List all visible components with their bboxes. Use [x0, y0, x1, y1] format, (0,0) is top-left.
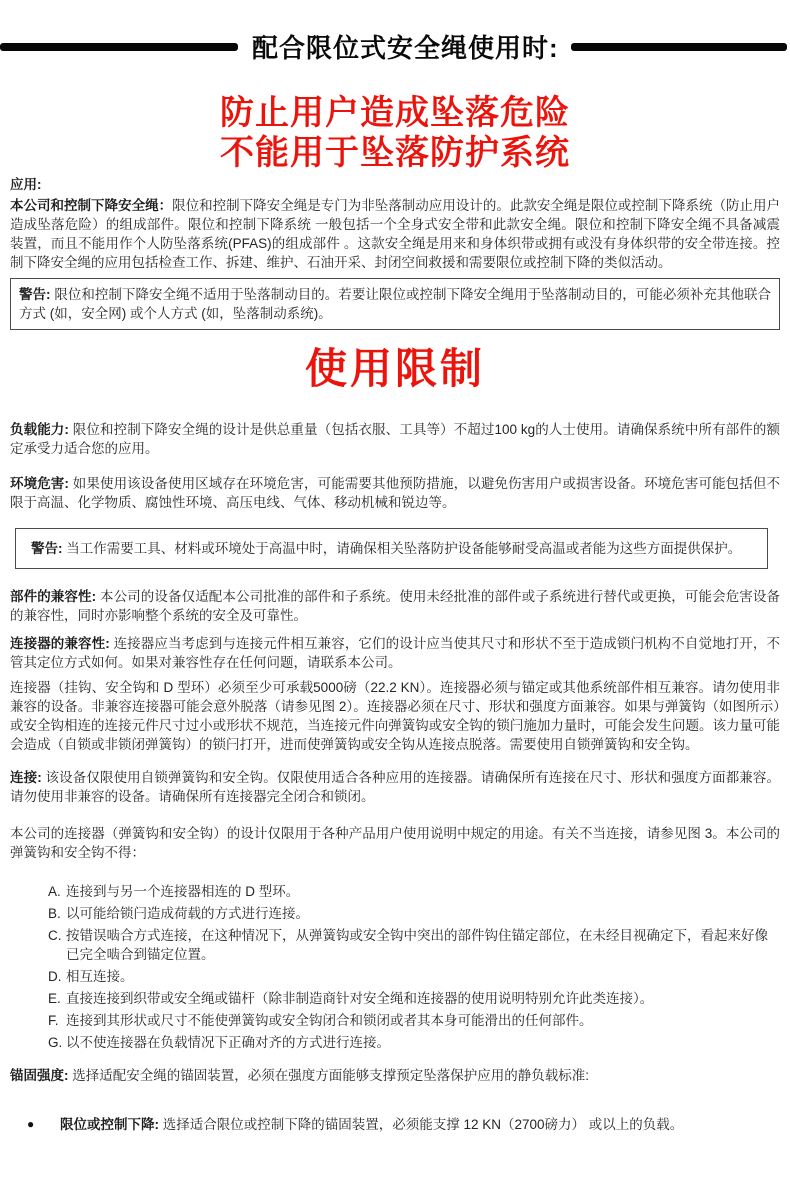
connection-text: 该设备仅限使用自锁弹簧钩和安全钩。仅限使用适合各种应用的连接器。请确保所有连接在尺寸、形状和强度方面都兼容。请勿使用非兼容的设备。请确保所有连接器完全闭合和锁闭。: [10, 770, 780, 804]
section-header: [0, 28, 790, 65]
warning2-label: 警告:: [31, 541, 63, 556]
environment-lead: 环境危害:: [10, 476, 69, 491]
list-item-text: 按错误啮合方式连接，在这种情况下，从弹簧钩或安全钩中突出的部件钩住锚定部位，在未经目视确定下，看起来好像已完全啮合到锚定位置。: [66, 928, 768, 962]
list-item-marker: C.: [48, 928, 62, 943]
anchorage-bullet-item: [10, 1115, 780, 1134]
list-item: [48, 1033, 780, 1052]
hazard-alert-line1: 防止用户造成坠落危险: [220, 94, 570, 132]
connection-paragraph: [10, 768, 780, 806]
improper-connection-text: 本公司的连接器（弹簧钩和安全钩）的设计仅限用于各种产品用户使用说明中规定的用途。有关不当连接，请参见图 3。本公司的弹簧钩和安全钩不得：: [10, 826, 780, 860]
anchorage-text: 选择适配安全绳的锚固装置，必须在强度方面能够支撑预定坠落保护应用的静负载标准:: [68, 1068, 590, 1083]
list-item: [48, 882, 780, 901]
warning2-paragraph: [31, 539, 752, 558]
hazard-alert: [0, 93, 790, 173]
connector-compat-paragraph: [10, 634, 780, 672]
application-lead: 本公司和控制下降安全绳：: [10, 198, 173, 213]
list-item-marker: E.: [48, 991, 61, 1006]
hazard-alert-line2: 不能用于坠落防护系统: [220, 134, 570, 172]
list-item: [48, 989, 780, 1008]
list-item-text: 相互连接。: [66, 969, 134, 984]
list-item-text: 以可能给锁闩造成荷载的方式进行连接。: [66, 906, 309, 921]
anchorage-bullet-lead: 限位或控制下降:: [60, 1117, 159, 1132]
use-limits-heading: 使用限制: [304, 345, 485, 392]
anchorage-lead: 锚固强度:: [10, 1068, 69, 1083]
list-item-marker: G.: [48, 1035, 63, 1050]
improper-connection-paragraph: [10, 824, 780, 862]
list-item-text: 连接到其形状或尺寸不能使弹簧钩或安全钩闭合和锁闭或者其本身可能滑出的任何部件。: [66, 1013, 593, 1028]
warning1-text: 限位和控制下降安全绳不适用于坠落制动目的。若要让限位或控制下降安全绳用于坠落制动目的，可能必须补充其他联合方式 (如，安全网) 或个人方式 (如，坠落制动系统)。: [19, 287, 772, 321]
list-item-text: 直接连接到织带或安全绳或锚杆（除非制造商针对安全绳和连接器的使用说明特别允许此类连接）。: [66, 991, 654, 1006]
environment-text: 如果使用该设备使用区域存在环境危害，可能需要其他预防措施，以避免伤害用户或损害设备。环境危害可能包括但不限于高温、化学物质、腐蚀性环境、高压电线、气体、移动机械和锐边等。: [10, 476, 780, 510]
list-item-marker: F.: [48, 1013, 59, 1028]
anchorage-bullet-paragraph: [60, 1115, 683, 1134]
application-paragraph: [10, 196, 780, 272]
application-label: 应用:: [10, 177, 42, 192]
component-compat-lead: 部件的兼容性:: [10, 589, 97, 604]
connector-compat-text: 连接器应当考虑到与连接元件相互兼容，它们的设计应当使其尺寸和形状不至于造成锁闩机构不自觉地打开，不管其定位方式如何。如果对兼容性存在任何问题，请联系本公司。: [10, 636, 780, 670]
warning2-text: 当工作需要工具、材料或环境处于高温中时，请确保相关坠落防护设备能够耐受高温或者能为这些方面提供保护。: [62, 541, 742, 556]
header-rule-right-icon: [571, 43, 787, 51]
list-item-marker: A.: [48, 884, 61, 899]
connection-lead: 连接:: [10, 770, 42, 785]
document-body: [0, 175, 790, 1134]
header-rule-left-icon: [0, 43, 238, 51]
capacity-paragraph: [10, 420, 780, 458]
list-item: [48, 926, 780, 964]
connector-strength-paragraph: [10, 678, 780, 754]
warning-box-2: [15, 528, 768, 569]
connector-compat-lead: 连接器的兼容性:: [10, 636, 110, 651]
component-compat-paragraph: [10, 587, 780, 625]
bullet-dot-icon: ●: [27, 1117, 35, 1131]
application-text: 限位和控制下降安全绳是专门为非坠落制动应用设计的。此款安全绳是限位或控制下降系统（防止用户造成坠落危险）的组成部件。限位和控制下降系统 一般包括一个全身式安全带和此款安全绳。限位和控制下降安全绳不具备减震装置，而且不能用作个人防坠落系统(PFAS)的组成部件 。这款安全绳是用来和身体织带或拥有或没有身体织带的安全带连接。控制下降安全绳的应用包括检查工作、拆建、维护、石油开采、封闭空间救援和需要限位或控制下降的类似活动。: [10, 198, 781, 270]
list-item-text: 以不使连接器在负载情况下正确对齐的方式进行连接。: [66, 1035, 390, 1050]
list-item: [48, 904, 780, 923]
anchorage-paragraph: [10, 1066, 780, 1085]
list-item-marker: D.: [48, 969, 62, 984]
list-item: [48, 1011, 780, 1030]
prohibited-connections-list: [10, 882, 780, 1052]
header-title: 配合限位式安全绳使用时:: [252, 33, 559, 63]
connector-strength-text: 连接器（挂钩、安全钩和 D 型环）必须至少可承载5000磅（22.2 KN）。连接器必须与锚定或其他系统部件相互兼容。请勿使用非兼容的设备。非兼容连接器可能会意外脱落（请参见图 2）。连接器必须在尺寸、形状和强度方面兼容。如果与弹簧钩（如图所示）或安全钩相连的连接元件尺寸过小或形状不规范，当连接元件向弹簧钩或安全钩的锁闩施加力量时，可能会发生问题。该力量可能会造成（自锁或非锁闭弹簧钩）的锁闩打开，进而使弹簧钩或安全钩从连接点脱落。需要使用自锁弹簧钩和安全钩。: [10, 680, 780, 752]
list-item-text: 连接到与另一个连接器相连的 D 型环。: [66, 884, 300, 899]
list-item-marker: B.: [48, 906, 61, 921]
capacity-text: 限位和控制下降安全绳的设计是供总重量（包括衣服、工具等）不超过100 kg的人士使用。请确保系统中所有部件的额定承受力适合您的应用。: [10, 422, 780, 456]
warning-box-1: [10, 278, 780, 330]
warning1-label: 警告:: [19, 287, 51, 302]
environment-paragraph: [10, 474, 780, 512]
warning1-paragraph: [19, 285, 771, 323]
component-compat-text: 本公司的设备仅适配本公司批准的部件和子系统。使用未经批准的部件或子系统进行替代或更换，可能会危害设备的兼容性，同时亦影响整个系统的安全及可靠性。: [10, 589, 781, 623]
anchorage-bullet-text: 选择适合限位或控制下降的锚固装置，必须能支撑 12 KN（2700磅力） 或以上的负载。: [159, 1117, 684, 1132]
list-item: [48, 967, 780, 986]
capacity-lead: 负载能力:: [10, 422, 69, 437]
